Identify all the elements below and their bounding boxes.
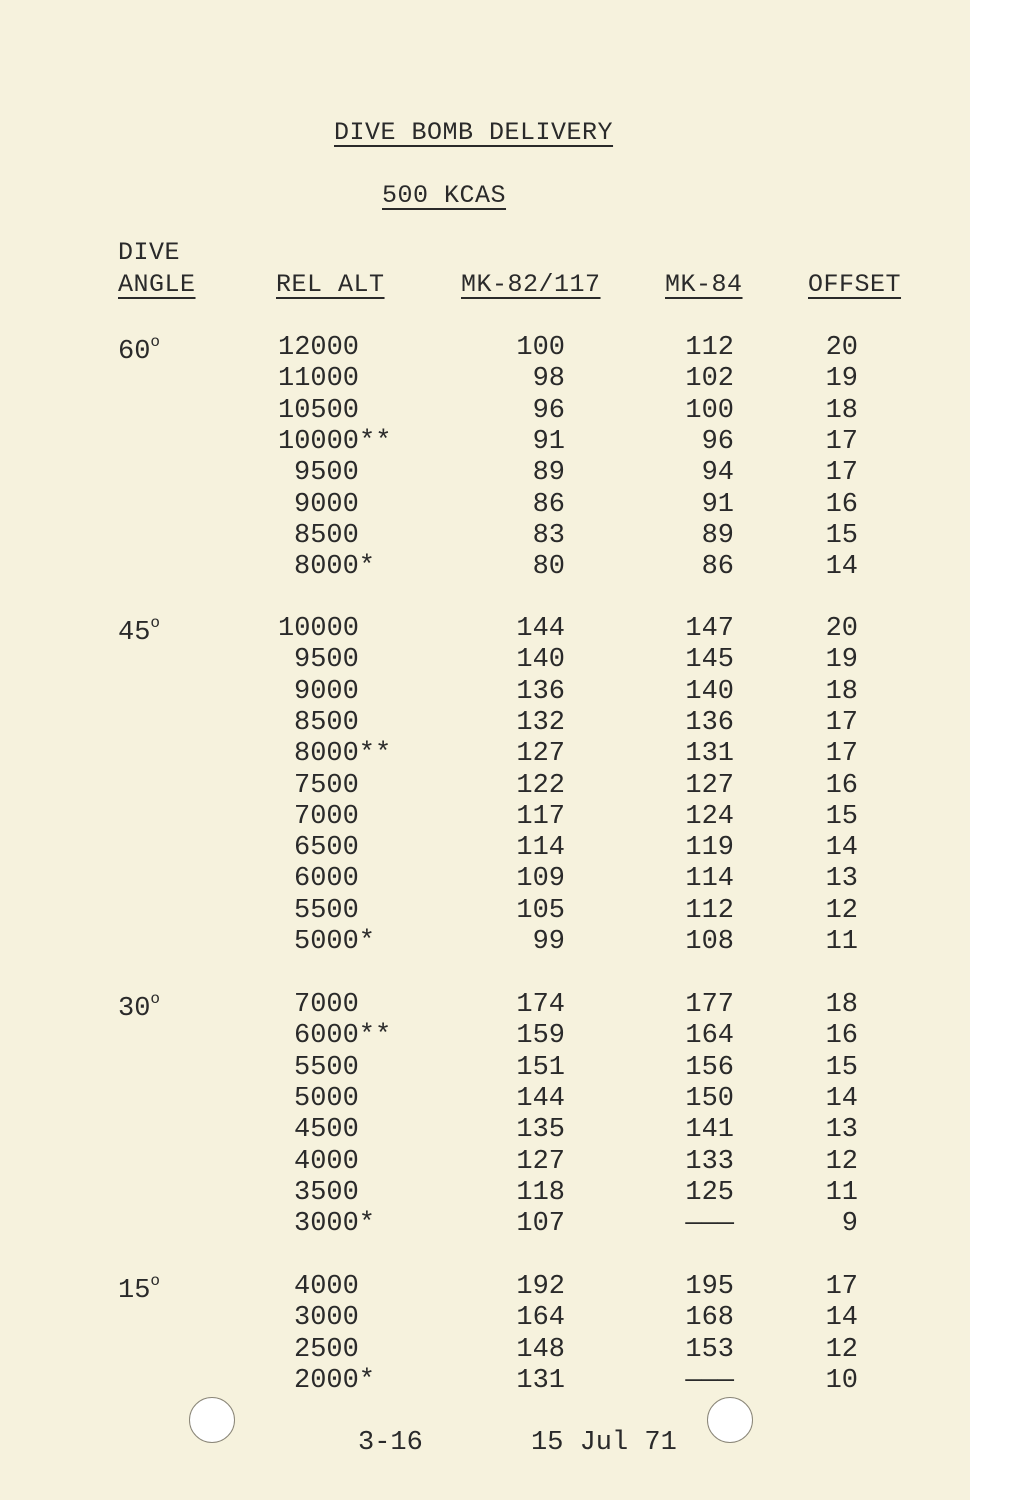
mk82-cell: 140 [516,645,565,676]
table-row [0,333,970,364]
rel-alt-cell: 6000 [294,864,359,895]
rel-alt-cell: 2000* [294,1365,376,1396]
offset-cell: 15 [825,1052,858,1083]
mk82-cell: 127 [516,739,565,770]
rel-alt-cell: 8500 [294,520,359,551]
mk82-cell: 117 [516,801,565,832]
mk82-cell: 98 [532,364,565,395]
mk84-cell: 147 [685,614,734,644]
header-dive-angle-line2: ANGLE [118,270,196,299]
mk84-cell: 164 [685,1021,734,1052]
rel-alt-cell: 3000 [294,1303,359,1334]
mk82-cell: 100 [516,333,565,363]
rel-alt-cell: 9000 [294,676,359,707]
degree-symbol: o [150,614,161,632]
rel-alt-cell: 11000 [278,364,360,395]
table-row [0,833,970,864]
rel-alt-cell: 5000* [294,927,376,957]
table-row [0,739,970,770]
mk82-cell: 83 [532,520,565,551]
mk84-cell: 150 [685,1083,734,1114]
offset-cell: 16 [825,1021,858,1052]
offset-cell: 17 [825,739,858,770]
rel-alt-cell: 10000** [278,426,392,457]
mk84-cell: 195 [685,1272,734,1302]
offset-cell: 17 [825,458,858,489]
dive-angle-value: 45 [118,618,151,648]
table-row [0,864,970,895]
offset-cell: 11 [825,1177,858,1208]
mk82-cell: 136 [516,676,565,707]
offset-cell: 15 [825,520,858,551]
mk82-cell: 127 [516,1146,565,1177]
header-offset: OFFSET [808,270,902,299]
offset-cell: 14 [825,1303,858,1334]
offset-cell: 13 [825,864,858,895]
mk82-cell: 159 [516,1021,565,1052]
mk84-cell: 153 [685,1334,734,1365]
rel-alt-cell: 12000 [278,333,360,363]
mk82-cell: 148 [516,1334,565,1365]
degree-symbol: o [150,1272,161,1290]
mk82-cell: 99 [532,927,565,957]
rel-alt-cell: 4000 [294,1146,359,1177]
table-row [0,490,970,521]
mk84-cell: 102 [685,364,734,395]
mk82-cell: 91 [532,426,565,457]
offset-cell: 17 [825,426,858,457]
mk84-cell: 177 [685,990,734,1020]
table-row [0,1335,970,1366]
mk82-cell: 135 [516,1115,565,1146]
rel-alt-cell: 10000 [278,614,360,644]
header-mk82: MK-82/117 [461,270,601,299]
mk84-cell: 125 [685,1177,734,1208]
table-row [0,1084,970,1115]
mk84-cell: 112 [685,895,734,926]
mk84-cell: ——— [685,1365,734,1396]
offset-cell: 14 [825,833,858,864]
offset-cell: 14 [825,552,858,583]
table-row [0,521,970,552]
mk82-cell: 174 [516,990,565,1020]
mk84-cell: 96 [701,426,734,457]
rel-alt-cell: 7000 [294,990,359,1020]
rel-alt-cell: 5500 [294,1052,359,1083]
table-row [0,364,970,395]
table-row [0,1178,970,1209]
degree-symbol: o [150,990,161,1008]
table-row [0,1303,970,1334]
offset-cell: 18 [825,676,858,707]
dive-angle-value: 15 [118,1276,151,1306]
offset-cell: 11 [825,927,858,957]
table-row [0,1366,970,1397]
mk84-cell: 140 [685,676,734,707]
mk84-cell: 112 [685,333,734,363]
mk82-cell: 164 [516,1303,565,1334]
rel-alt-cell: 9500 [294,458,359,489]
mk84-cell: ——— [685,1209,734,1240]
revision-date: 15 Jul 71 [531,1428,677,1458]
mk84-cell: 119 [685,833,734,864]
rel-alt-cell: 10500 [278,395,360,426]
mk82-cell: 131 [516,1365,565,1396]
table-row [0,396,970,427]
offset-cell: 12 [825,1146,858,1177]
rel-alt-cell: 6000** [294,1021,392,1052]
table-row [0,1021,970,1052]
table-row [0,458,970,489]
mk84-cell: 108 [685,927,734,957]
mk84-cell: 141 [685,1115,734,1146]
table-row [0,1209,970,1240]
mk84-cell: 114 [685,864,734,895]
mk84-cell: 100 [685,395,734,426]
degree-symbol: o [150,333,161,351]
rel-alt-cell: 6500 [294,833,359,864]
table-row [0,1272,970,1303]
table-row [0,802,970,833]
mk82-cell: 144 [516,614,565,644]
header-rel-alt: REL ALT [276,270,385,299]
table-row [0,645,970,676]
mk82-cell: 118 [516,1177,565,1208]
mk82-cell: 107 [516,1209,565,1240]
rel-alt-cell: 8000** [294,739,392,770]
offset-cell: 19 [825,364,858,395]
table-row [0,771,970,802]
mk84-cell: 94 [701,458,734,489]
rel-alt-cell: 9500 [294,645,359,676]
page-number: 3-16 [358,1428,423,1458]
offset-cell: 16 [825,770,858,801]
table-row [0,427,970,458]
offset-cell: 12 [825,895,858,926]
mk82-cell: 114 [516,833,565,864]
rel-alt-cell: 7000 [294,801,359,832]
mk84-cell: 91 [701,489,734,520]
mk82-cell: 122 [516,770,565,801]
binder-hole-left [189,1397,235,1443]
offset-cell: 14 [825,1083,858,1114]
table-row [0,1053,970,1084]
offset-cell: 10 [825,1365,858,1396]
rel-alt-cell: 9000 [294,489,359,520]
mk84-cell: 145 [685,645,734,676]
rel-alt-cell: 4500 [294,1115,359,1146]
offset-cell: 9 [841,1209,858,1240]
header-mk84: MK-84 [665,270,743,299]
mk82-cell: 132 [516,707,565,738]
mk84-cell: 127 [685,770,734,801]
offset-cell: 20 [825,333,858,363]
rel-alt-cell: 8000* [294,552,376,583]
mk84-cell: 86 [701,552,734,583]
mk84-cell: 156 [685,1052,734,1083]
offset-cell: 18 [825,990,858,1020]
offset-cell: 16 [825,489,858,520]
mk84-cell: 89 [701,520,734,551]
table-row [0,708,970,739]
rel-alt-cell: 8500 [294,707,359,738]
rel-alt-cell: 5000 [294,1083,359,1114]
offset-cell: 15 [825,801,858,832]
offset-cell: 17 [825,707,858,738]
mk84-cell: 133 [685,1146,734,1177]
mk82-cell: 105 [516,895,565,926]
mk84-cell: 168 [685,1303,734,1334]
mk82-cell: 89 [532,458,565,489]
table-row [0,677,970,708]
mk82-cell: 86 [532,489,565,520]
table-row [0,1115,970,1146]
mk84-cell: 136 [685,707,734,738]
document-title: DIVE BOMB DELIVERY [334,118,614,147]
mk84-cell: 131 [685,739,734,770]
page-edge [970,0,1011,1500]
rel-alt-cell: 3500 [294,1177,359,1208]
dive-angle-value: 30 [118,994,151,1024]
table-row [0,896,970,927]
mk82-cell: 80 [532,552,565,583]
table-row [0,552,970,583]
table-row [0,614,970,645]
mk82-cell: 144 [516,1083,565,1114]
offset-cell: 13 [825,1115,858,1146]
table-row [0,1147,970,1178]
rel-alt-cell: 2500 [294,1334,359,1365]
mk82-cell: 96 [532,395,565,426]
offset-cell: 17 [825,1272,858,1302]
header-dive-angle-line1: DIVE [118,238,181,267]
rel-alt-cell: 3000* [294,1209,376,1240]
dive-angle-value: 60 [118,337,151,367]
rel-alt-cell: 7500 [294,770,359,801]
rel-alt-cell: 4000 [294,1272,359,1302]
table-row [0,927,970,958]
offset-cell: 12 [825,1334,858,1365]
offset-cell: 19 [825,645,858,676]
binder-hole-right [707,1397,753,1443]
rel-alt-cell: 5500 [294,895,359,926]
mk84-cell: 124 [685,801,734,832]
mk82-cell: 109 [516,864,565,895]
offset-cell: 18 [825,395,858,426]
document-subtitle: 500 KCAS [382,181,507,210]
mk82-cell: 192 [516,1272,565,1302]
table-row [0,990,970,1021]
mk82-cell: 151 [516,1052,565,1083]
offset-cell: 20 [825,614,858,644]
